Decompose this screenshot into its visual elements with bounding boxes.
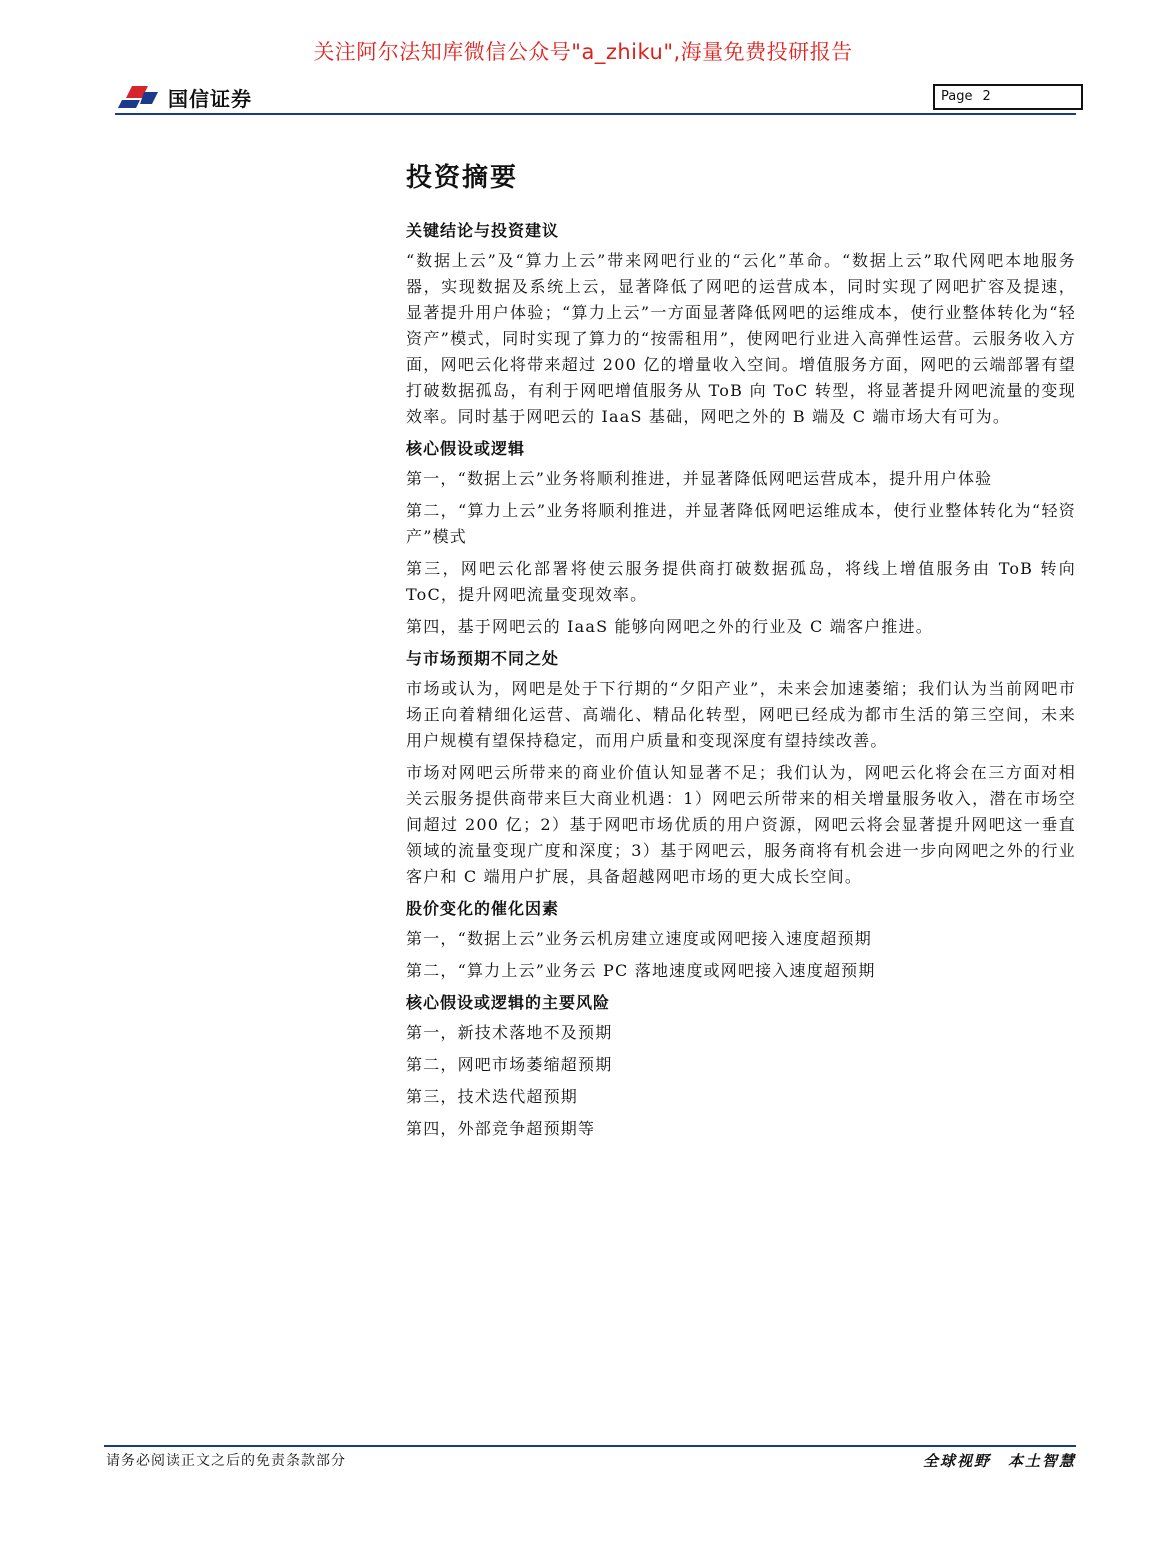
- section-paragraph: 第二，“算力上云”业务将顺利推进，并显著降低网吧运维成本，使行业整体转化为“轻资产”模式: [406, 501, 1076, 546]
- section-paragraph: 第三，技术迭代超预期: [406, 1087, 579, 1106]
- investment-summary: [406, 160, 1076, 1148]
- section-paragraph: 第一，“数据上云”业务云机房建立速度或网吧接入速度超预期: [406, 929, 872, 948]
- section-heading: 与市场预期不同之处: [406, 649, 560, 668]
- page-number: 2: [982, 89, 991, 104]
- page-label: Page: [941, 89, 973, 104]
- page-title: 投资摘要: [406, 163, 519, 193]
- section-heading: 股价变化的催化因素: [406, 899, 560, 918]
- section-heading: 核心假设或逻辑的主要风险: [406, 993, 611, 1012]
- section-heading: 关键结论与投资建议: [406, 221, 560, 240]
- footer-slogan: 全球视野 本土智慧: [922, 1452, 1076, 1470]
- section-paragraph: 第二，“算力上云”业务云 PC 落地速度或网吧接入速度超预期: [406, 961, 876, 980]
- page-indicator: [933, 84, 1083, 110]
- guosen-logo-icon: [118, 82, 164, 112]
- section-paragraph: 第二，网吧市场萎缩超预期: [406, 1055, 613, 1074]
- footer-divider: [104, 1445, 1076, 1447]
- section-paragraph: 第四，外部竞争超预期等: [406, 1119, 596, 1138]
- header-divider: [115, 113, 1076, 115]
- section-paragraph: 第一，“数据上云”业务将顺利推进，并显著降低网吧运营成本，提升用户体验: [406, 469, 993, 488]
- section-paragraph: 第四，基于网吧云的 IaaS 能够向网吧之外的行业及 C 端客户推进。: [406, 617, 933, 636]
- section-paragraph: “数据上云”及“算力上云”带来网吧行业的“云化”革命。“数据上云”取代网吧本地服务器，实现数据及系统上云，显著降低了网吧的运营成本，同时实现了网吧扩容及提速，显著提升用户体验；“算力上云”一方面显著降低网吧的运维成本，使行业整体转化为“轻资产”模式，同时实现了算力的“按需租用”，使网吧行业进入高弹性运营。云服务收入方面，网吧云化将带来超过 200 亿的增量收入空间。增值服务方面，网吧的云端部署有望打破数据孤岛，有利于网吧增值服务从 ToB 向 ToC 转型，将显著提升网吧流量的变现效率。同时基于网吧云的 IaaS 基础，网吧之外的 B 端及 C 端市场大有可为。: [406, 251, 1076, 426]
- section-heading: 核心假设或逻辑: [406, 439, 526, 458]
- section-paragraph: 第一，新技术落地不及预期: [406, 1023, 613, 1042]
- company-logo: [118, 82, 252, 112]
- footer-disclaimer: 请务必阅读正文之后的免责条款部分: [106, 1453, 346, 1469]
- section-paragraph: 第三，网吧云化部署将使云服务提供商打破数据孤岛，将线上增值服务由 ToB 转向 ToC，提升网吧流量变现效率。: [406, 559, 1076, 604]
- section-paragraph: 市场或认为，网吧是处于下行期的“夕阳产业”，未来会加速萎缩；我们认为当前网吧市场正向着精细化运营、高端化、精品化转型，网吧已经成为都市生活的第三空间，未来用户规模有望保持稳定，而用户质量和变现深度有望持续改善。: [406, 679, 1076, 750]
- section-paragraph: 市场对网吧云所带来的商业价值认知显著不足；我们认为，网吧云化将会在三方面对相关云服务提供商带来巨大商业机遇：1）网吧云所带来的相关增量服务收入，潜在市场空间超过 200 亿；2）基于网吧市场优质的用户资源，网吧云将会显著提升网吧这一垂直领域的流量变现广度和深度；3）基于网吧云，服务商将有机会进一步向网吧之外的行业客户和 C 端用户扩展，具备超越网吧市场的更大成长空间。: [406, 763, 1076, 886]
- promo-banner: 关注阿尔法知库微信公众号"a_zhiku",海量免费投研报告: [313, 40, 853, 64]
- summary-sections: [406, 218, 1076, 1142]
- company-name: 国信证券: [168, 86, 252, 111]
